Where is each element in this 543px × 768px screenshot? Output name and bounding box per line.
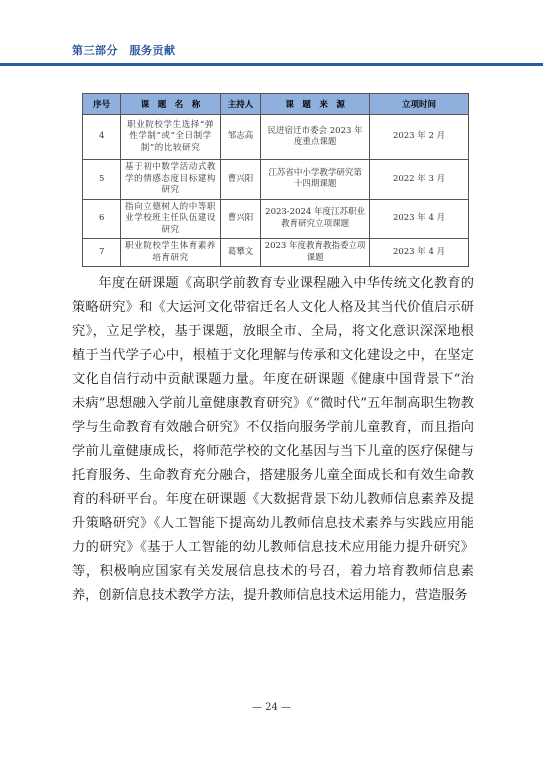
cell-source: 民进宿迁市委会 2023 年度重点课题: [261, 115, 370, 160]
cell-approval-time: 2023 年 4 月: [370, 239, 469, 267]
column-header-source: 课 题 来 源: [261, 94, 370, 115]
section-header: 第三部分 服务贡献: [72, 44, 176, 57]
body-paragraph: 年度在研课题《高职学前教育专业课程融入中华传统文化教育的策略研究》和《大运河文化带宿迁名人文化人格及其当代价值启示研究》，立足学校，基于课题，放眼全市、全局，将文化意识深深地根植于当代学子心中，根植于文化理解与传承和文化建设之中，在坚定文化自信行动中贡献课题力量。年度在研课题《健康中国背景下“治未病”思想融入学前儿童健康教育研究》《“微时代”五年制高职生物教学与生命教育有效融合研究》不仅指向服务学前儿童教育，而且指向学前儿童健康成长，将师范学校的文化基因与当下儿童的医疗保健与托育服务、生命教育充分融合，搭建服务儿童全面成长和有效生命教育的科研平台。年度在研课题《大数据背景下幼儿教师信息素养及提升策略研究》《人工智能下提高幼儿教师信息技术素养与实践应用能力的研究》《基于人工智能的幼儿教师信息技术应用能力提升研究》等，积极响应国家有关发展信息技术的号召，着力培育教师信息素养，创新信息技术教学方法，提升教师信息技术运用能力，营造服务: [72, 276, 474, 603]
cell-number: 7: [83, 239, 121, 267]
cell-topic-name: 职业院校学生体育素养培育研究: [121, 239, 221, 267]
cell-approval-time: 2023 年 4 月: [370, 199, 469, 239]
cell-host: 邹志高: [220, 115, 260, 160]
page-number: — 24 —: [251, 702, 292, 713]
cell-source: 江苏省中小学教学研究第十四期课题: [261, 160, 370, 200]
cell-approval-time: 2022 年 3 月: [370, 160, 469, 200]
cell-source: 2023 年度教育教指委立项课题: [261, 239, 370, 267]
cell-host: 葛攀文: [220, 239, 260, 267]
cell-number: 6: [83, 199, 121, 239]
column-header-host: 主持人: [220, 94, 260, 115]
cell-topic-name: 职业院校学生选择“弹性学制”或“全日制学制”的比较研究: [121, 115, 221, 160]
header-divider: [0, 63, 543, 66]
cell-topic-name: 基于初中数学活动式教学的情感态度目标建构研究: [121, 160, 221, 200]
cell-approval-time: 2023 年 2 月: [370, 115, 469, 160]
table-row: [83, 115, 469, 160]
column-header-approval-time: 立项时间: [370, 94, 469, 115]
cell-host: 曹兴阳: [220, 199, 260, 239]
cell-host: 曹兴阳: [220, 160, 260, 200]
table-header-row: [83, 94, 469, 115]
column-header-topic-name: 课 题 名 称: [121, 94, 221, 115]
research-topics-table: [82, 93, 469, 267]
cell-number: 5: [83, 160, 121, 200]
cell-topic-name: 指向立德树人的中等职业学校班主任队伍建设研究: [121, 199, 221, 239]
table-row: [83, 199, 469, 239]
table-row: [83, 160, 469, 200]
table-row: [83, 239, 469, 267]
body-text: [72, 272, 474, 608]
cell-number: 4: [83, 115, 121, 160]
cell-source: 2023-2024 年度江苏职业教育研究立项课题: [261, 199, 370, 239]
column-header-number: 序号: [83, 94, 121, 115]
